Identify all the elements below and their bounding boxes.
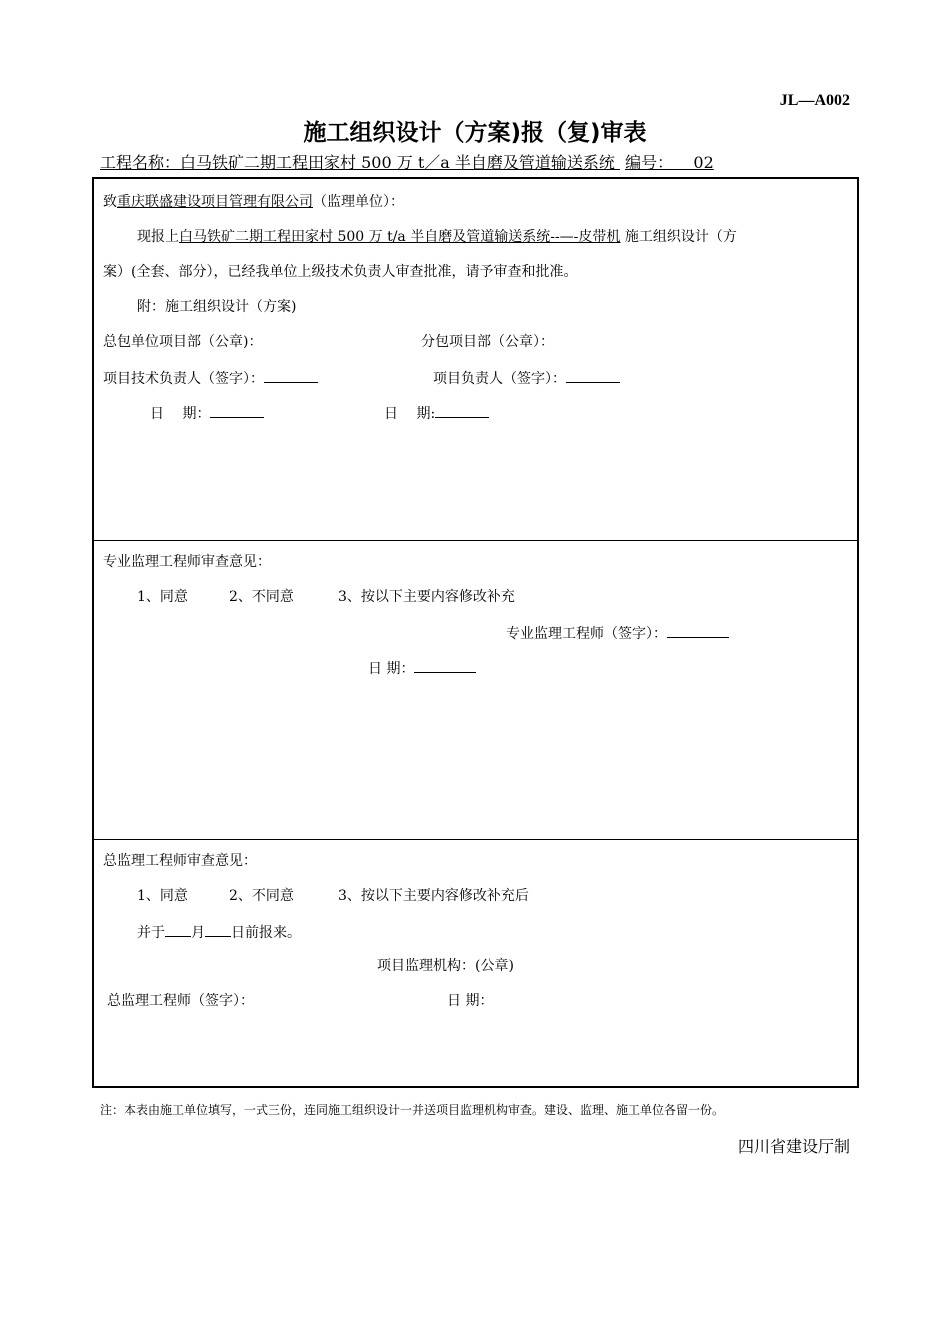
proj-lead-sign bbox=[433, 368, 620, 388]
tech-lead-signature-blank[interactable] bbox=[264, 368, 318, 383]
sub-dept-label: 分包项目部（公章）： bbox=[421, 334, 554, 350]
number-value: 02 bbox=[693, 153, 714, 172]
date-left bbox=[150, 403, 264, 423]
date-right bbox=[384, 403, 489, 423]
gc-dept-label: 总包单位项目部（公章)： bbox=[103, 334, 263, 350]
issuer-label: 四川省建设厅制 bbox=[737, 1137, 850, 1156]
engineer-date bbox=[368, 658, 476, 678]
engineer-sign bbox=[506, 623, 729, 643]
supervisor-unit: 重庆联盛建设项目管理有限公司 bbox=[117, 194, 313, 210]
attachment-line: 附：施工组织设计（方案) bbox=[137, 299, 297, 315]
return-prefix: 并于 bbox=[137, 925, 165, 941]
project-label: 工程名称： bbox=[100, 153, 181, 172]
month-blank[interactable] bbox=[165, 922, 191, 937]
addressee-line bbox=[103, 193, 404, 211]
chief-review-heading: 总监理工程师审查意见： bbox=[103, 853, 257, 869]
engineer-option-agree[interactable]: 1、同意 bbox=[137, 589, 188, 605]
date-left-blank[interactable] bbox=[210, 403, 264, 418]
engineer-date-label: 日 期： bbox=[368, 661, 415, 677]
date-right-label: 日 期: bbox=[384, 406, 436, 422]
chief-option-disagree[interactable]: 2、不同意 bbox=[229, 888, 294, 904]
chief-option-agree[interactable]: 1、同意 bbox=[137, 888, 188, 904]
org-seal-label: 项目监理机构：(公章) bbox=[377, 958, 514, 974]
to-suffix: （监理单位）： bbox=[313, 194, 404, 210]
page-title: 施工组织设计（方案)报（复)审表 bbox=[303, 120, 647, 146]
project-name: 白马铁矿二期工程田家村 500 万 t／a 半自磨及管道输送系统 bbox=[180, 153, 620, 172]
day-blank[interactable] bbox=[205, 922, 231, 937]
chief-sign-label: 总监理工程师（签字）： bbox=[107, 993, 254, 1009]
return-suffix: 日前报来。 bbox=[231, 925, 301, 941]
form-code: JL—A002 bbox=[779, 92, 850, 109]
footer-note: 注：本表由施工单位填写，一式三份，连同施工组织设计一并送项目监理机构审查。建设、监理、施工单位各留一份。 bbox=[100, 1103, 725, 1117]
report-rest: 施工组织设计（方 bbox=[620, 229, 737, 245]
number-label: 编号： bbox=[625, 153, 674, 172]
engineer-signature-blank[interactable] bbox=[667, 623, 729, 638]
submission-section bbox=[94, 179, 857, 541]
engineer-review-heading: 专业监理工程师审查意见： bbox=[103, 554, 271, 570]
number-gap bbox=[673, 153, 693, 172]
tech-lead-label: 项目技术负责人（签字）： bbox=[103, 371, 264, 387]
engineer-option-revise[interactable]: 3、按以下主要内容修改补充 bbox=[338, 589, 515, 605]
month-label: 月 bbox=[191, 925, 205, 941]
report-line-2: 案）(全套、部分），已经我单位上级技术负责人审查批准，请予审查和批准。 bbox=[103, 264, 578, 280]
report-project: 白马铁矿二期工程田家村 500 万 t/a 半自磨及管道输送系统--—-皮带机 bbox=[179, 229, 621, 245]
engineer-review-section bbox=[94, 541, 857, 840]
engineer-option-disagree[interactable]: 2、不同意 bbox=[229, 589, 294, 605]
return-deadline bbox=[137, 922, 301, 942]
engineer-date-blank[interactable] bbox=[414, 658, 476, 673]
chief-date-label: 日 期： bbox=[447, 993, 494, 1009]
date-left-label: 日 期： bbox=[150, 406, 211, 422]
review-form bbox=[92, 177, 859, 1088]
project-line bbox=[100, 150, 714, 173]
chief-review-section bbox=[94, 840, 857, 1086]
proj-lead-label: 项目负责人（签字）： bbox=[433, 371, 566, 387]
tech-lead-sign bbox=[103, 368, 318, 388]
proj-lead-signature-blank[interactable] bbox=[566, 368, 620, 383]
date-right-blank[interactable] bbox=[435, 403, 489, 418]
engineer-sign-label: 专业监理工程师（签字）： bbox=[506, 626, 667, 642]
chief-option-revise[interactable]: 3、按以下主要内容修改补充后 bbox=[338, 888, 529, 904]
report-prefix: 现报上 bbox=[137, 229, 179, 245]
report-line-1 bbox=[137, 228, 737, 246]
to-prefix: 致 bbox=[103, 194, 117, 210]
